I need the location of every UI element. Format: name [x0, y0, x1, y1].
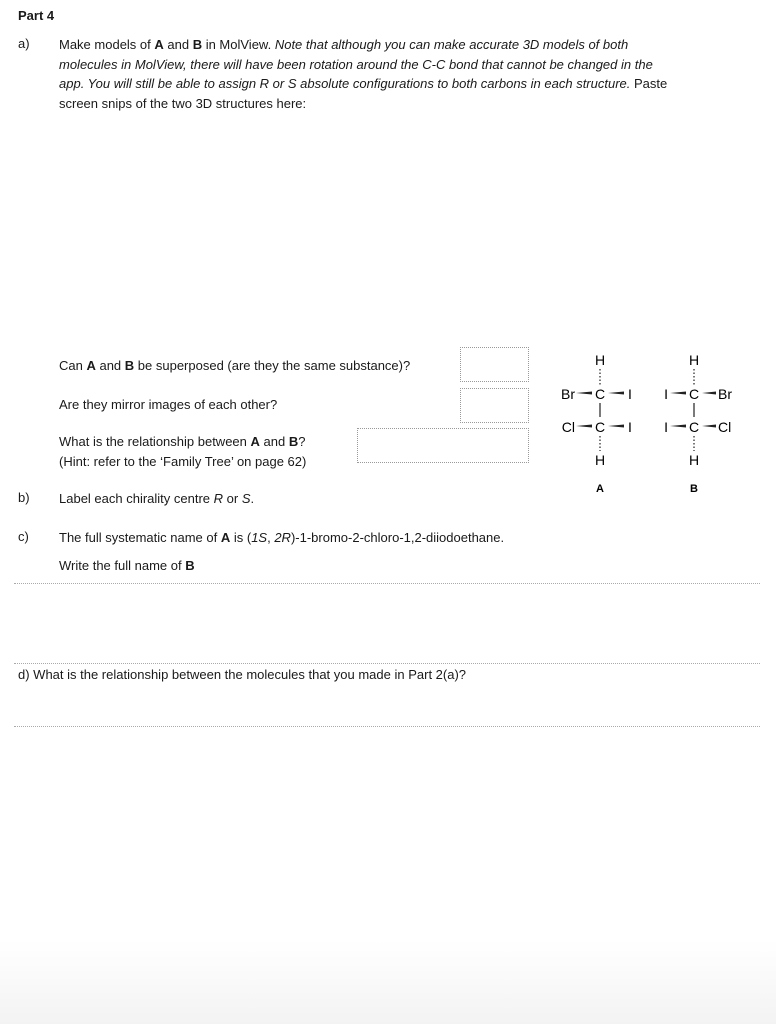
molecule-a-wedge-right-1 [608, 392, 624, 395]
molecule-b-cl: Cl [718, 419, 732, 435]
answer-box-mirror-images[interactable] [460, 388, 529, 423]
molecule-a-wedge-left-1 [576, 392, 592, 395]
fischer-projections [540, 345, 750, 495]
part-a-note: Note that although you can make accurate 3D models of both molecules in MolView, there will have been rotation around the C-C bond that cannot be changed in the app. You will still be able to assign R or S absolute configurations to both carbons in each structure. [59, 37, 653, 91]
answer-line-c[interactable] [14, 583, 760, 584]
molecule-b-top-h: H [688, 352, 700, 368]
molecule-b-wedge-left-1 [670, 392, 686, 395]
molecule-a-wedge-right-2 [608, 425, 624, 428]
question-superposed: Can A and B be superposed (are they the same substance)? [59, 358, 411, 373]
molecule-b-wedge-right-1 [702, 392, 716, 395]
molecule-a-cl: Cl [561, 419, 575, 435]
molecule-b-label: B [690, 483, 698, 495]
molecule-a-i-2: I [628, 419, 632, 435]
answer-line-c-end[interactable] [14, 663, 760, 664]
molecule-a-carbon-1: C [594, 386, 606, 402]
molecule-b-carbon-2: C [688, 419, 700, 435]
molecule-a-bottom-h: H [594, 452, 606, 468]
part-b-label: b) [18, 490, 30, 505]
molecule-b-wedge-right-2 [702, 425, 716, 428]
answer-box-superposed[interactable] [460, 347, 529, 382]
molecule-a-i-1: I [628, 386, 632, 402]
molecule-a-br: Br [561, 386, 575, 402]
molecule-a [561, 352, 632, 495]
answer-line-d[interactable] [14, 726, 760, 727]
molecule-b-i-1: I [664, 386, 668, 402]
part-c-label: c) [18, 529, 29, 544]
part-c-systematic-name: The full systematic name of A is (1S, 2R)-1-bromo-2-chloro-1,2-diiodoethane. [59, 530, 505, 545]
molecule-a-carbon-2: C [594, 419, 606, 435]
part-d-question: d) What is the relationship between the molecules that you made in Part 2(a)? [18, 667, 467, 682]
molecule-b [664, 352, 732, 495]
molecule-a-top-h: H [594, 352, 606, 368]
molecule-b-i-2: I [664, 419, 668, 435]
part-a-label: a) [18, 36, 30, 51]
question-relationship: What is the relationship between A and B? (Hint: refer to the ‘Family Tree’ on page 62) [59, 434, 307, 469]
question-mirror-images: Are they mirror images of each other? [59, 397, 278, 412]
molecule-b-bottom-h: H [688, 452, 700, 468]
molecule-b-br: Br [718, 386, 732, 402]
part-b-text: Label each chirality centre R or S. [59, 491, 255, 506]
molecule-a-wedge-left-2 [576, 425, 592, 428]
part-c-write-name: Write the full name of B [59, 558, 195, 573]
molecule-a-label: A [596, 483, 604, 495]
molecule-b-wedge-left-2 [670, 425, 686, 428]
molecule-b-carbon-1: C [688, 386, 700, 402]
relationship-hint: (Hint: refer to the ‘Family Tree’ on page 62) [59, 454, 307, 469]
page-bottom-shadow [0, 940, 776, 1024]
part-a-instructions: Make models of A and B in MolView. Note that although you can make accurate 3D models of both molecules in MolView, there will have been rotation around the C-C bond that cannot be changed in the app. You will still be able to assign R or S absolute configurations to both carbons in each structure. Paste screen snips of the two 3D structures here: [59, 37, 668, 111]
answer-box-relationship[interactable] [357, 428, 529, 463]
page-title: Part 4 [18, 8, 55, 23]
